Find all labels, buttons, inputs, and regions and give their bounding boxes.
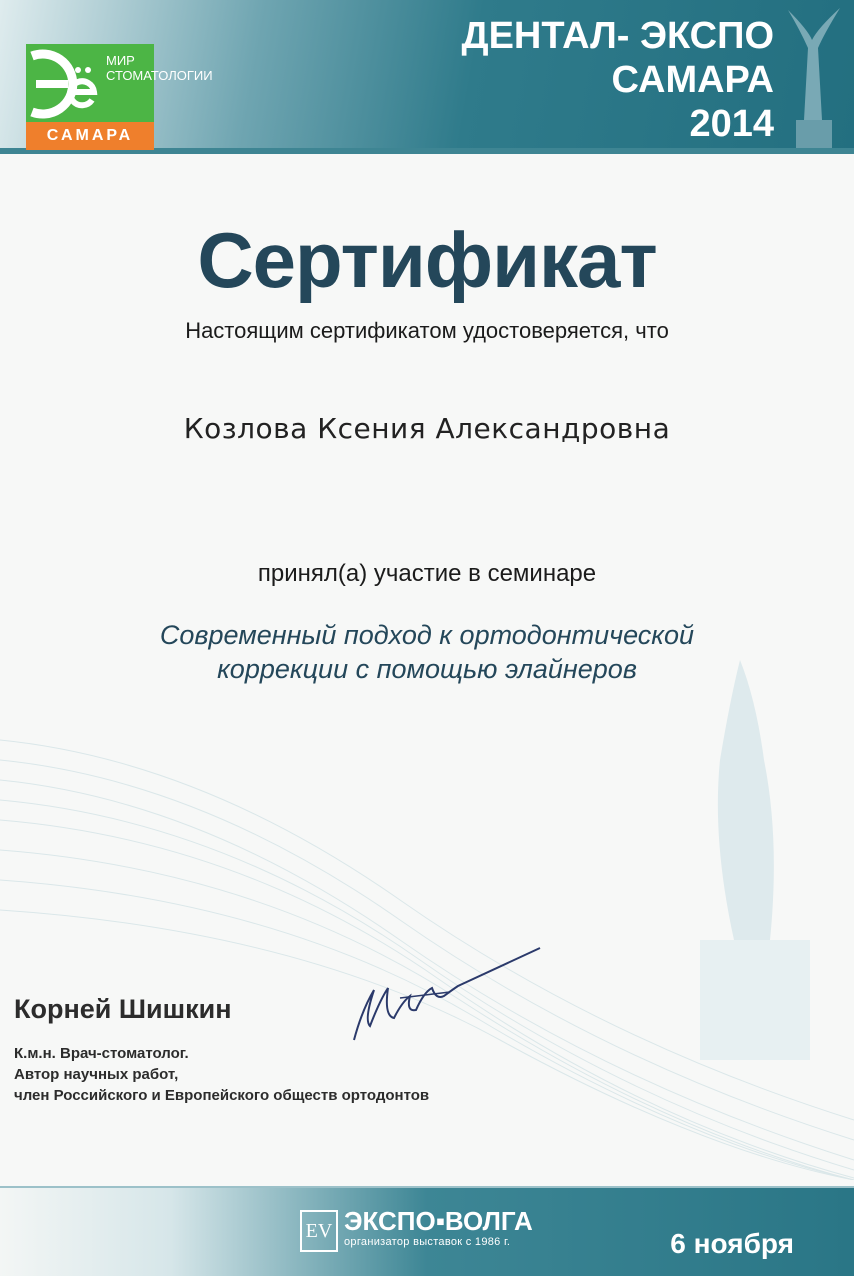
signer-desc-line3: член Российского и Европейского обществ ортодонтов bbox=[14, 1087, 430, 1104]
statue-icon bbox=[778, 0, 848, 148]
logo-de-mark bbox=[28, 48, 104, 120]
logo-line1: МИР bbox=[106, 53, 135, 68]
logo-green-block bbox=[26, 44, 213, 122]
signer-desc-line2: Автор научных работ, bbox=[14, 1066, 179, 1083]
participation-text: принял(а) участие в семинаре bbox=[257, 560, 597, 587]
seminar-title bbox=[0, 618, 854, 686]
event-title-line2: САМАРА bbox=[611, 59, 774, 101]
event-title-line1: ДЕНТАЛ- ЭКСПО bbox=[461, 15, 774, 57]
expo-volga-mark: ЕV bbox=[300, 1210, 338, 1252]
certificate-title: Сертификат bbox=[197, 216, 657, 304]
certificate-subtitle: Настоящим сертификатом удостоверяется, что bbox=[185, 318, 669, 343]
seminar-title-line1: Современный подход к ортодонтической bbox=[159, 620, 695, 650]
event-date: 6 ноября bbox=[670, 1228, 794, 1259]
logo-line2: СТОМАТОЛОГИИ bbox=[106, 68, 213, 83]
recipient-name: Козлова Ксения Александровна bbox=[183, 412, 671, 445]
signer-description bbox=[14, 1043, 429, 1106]
event-year: 2014 bbox=[689, 103, 774, 145]
statue-watermark bbox=[660, 640, 820, 1060]
handwritten-signature bbox=[340, 940, 560, 1050]
organizer-tagline: организатор выставок с 1986 г. bbox=[344, 1236, 511, 1248]
mir-stomatologii-logo bbox=[26, 44, 213, 150]
signer-name: Корней Шишкин bbox=[14, 994, 232, 1024]
event-title bbox=[462, 14, 775, 146]
logo-text bbox=[106, 53, 213, 83]
signer-desc-line1: К.м.н. Врач-стоматолог. bbox=[14, 1045, 189, 1062]
logo-city: САМАРА bbox=[26, 122, 154, 150]
organizer-name: ЭКСПО▪ВОЛГА bbox=[344, 1206, 533, 1236]
seminar-title-line2: коррекции с помощью элайнеров bbox=[217, 654, 637, 684]
